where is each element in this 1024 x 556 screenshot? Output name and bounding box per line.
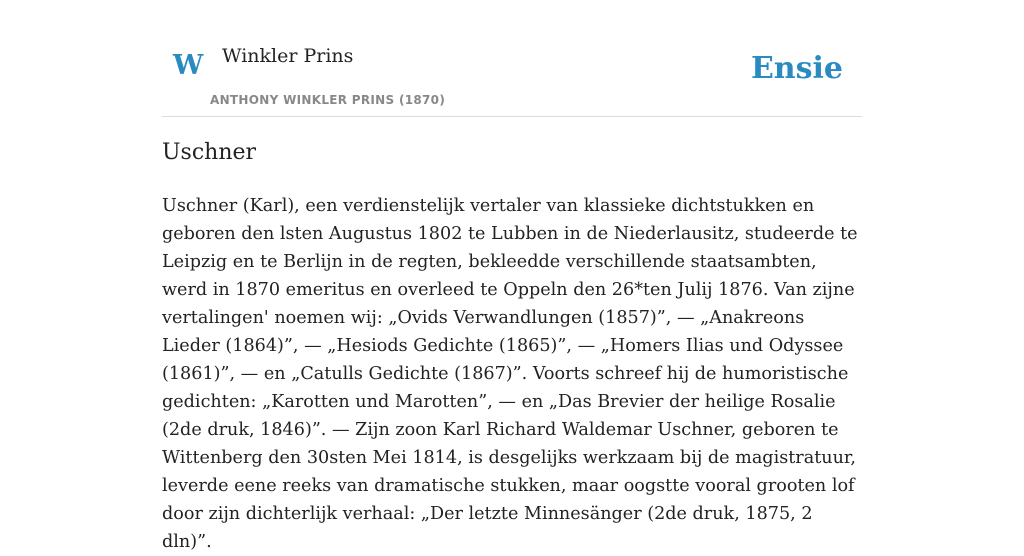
- article-body: Uschner (Karl), een verdienstelijk vertaler van klassieke dichtstukken en geboren den lsten Augustus 1802 te Lubben in de Niederlausitz, studeerde te Leipzig en te Berlijn in de regten, bekleedde verschillende staatsambten, werd in 1870 emeritus en overleed te Oppeln den 26*ten Julij 1876. Van zijne vertalingen' noemen wij: „Ovids Verwandlungen (1857)”, — „Anakreons Lieder (1864)”, — „Hesiods Gedichte (1865)”, — „Homers Ilias und Odyssee (1861)”, — en „Catulls Gedichte (1867)”. Voorts schreef hij de humoristische gedichten: „Karotten und Marotten”, — en „Das Brevier der heilige Rosalie (2de druk, 1846)”. — Zijn zoon Karl Richard Waldemar Uschner, geboren te Wittenberg den 30sten Mei 1814, is desgelijks werkzaam bij de magistratuur, leverde eene reeks van dramatische stukken, maar oogstte vooral grooten lof door zijn dichterlijk verhaal: „Der letzte Minnesänger (2de druk, 1875, 2 dln)”.: [162, 196, 858, 552]
- source-author: ANTHONY WINKLER PRINS (1870): [210, 93, 446, 107]
- ensie-brand-logo[interactable]: Ensie: [750, 51, 843, 86]
- article-title: Uschner: [162, 140, 257, 165]
- source-header: [162, 0, 862, 117]
- source-title[interactable]: Winkler Prins: [222, 45, 354, 67]
- winkler-prins-logo[interactable]: W: [173, 50, 204, 81]
